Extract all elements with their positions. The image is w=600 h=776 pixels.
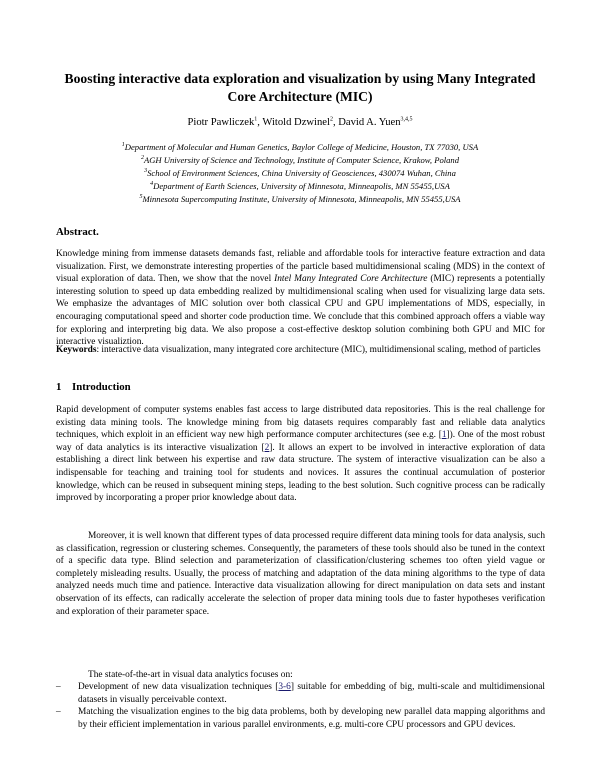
affiliation-list — [0, 141, 600, 206]
author-affiliation-mark: 2 — [329, 116, 333, 123]
affiliation-text: Department of Molecular and Human Genetics, Baylor College of Medicine, Houston, TX 77030, USA — [124, 142, 479, 152]
affiliation-text: School of Environment Sciences, China University of Geosciences, 430074 Wuhan, China — [147, 168, 456, 178]
author-name: Piotr Pawliczek — [187, 117, 255, 128]
affiliation-text: Minnesota Supercomputing Institute, University of Minnesota, Minneapolis, MN 55455,USA — [142, 194, 461, 204]
intro-text: Rapid development of computer systems enables fast access to large distributed data repositories. This is the real challenge for existing data mining tools. The knowledge mining from big datasets requires comparably fast and reliable data analytics techniques, which exploit in an efficient way new high performance computer architectures (see e.g. [ — [56, 405, 545, 441]
author-separator: , — [257, 117, 263, 128]
section-title: Introduction — [72, 381, 131, 393]
abstract-text-rest: (MIC) represents a potentially interesting solution to speed up data embedding realized by multidimensional scaling when used for visualizing large data sets. We emphasize the advantages of MIC solution over both classical CPU and GPU implementations of MDS, especially, in encouraging computational speed and shorter code production time. We conclude that this combined approach offers a viable way for exploring and interpreting big data. We also propose a cost-effective desktop solution combining both GPU and MIC for interactive visualiztion. — [56, 274, 546, 348]
affiliation-mark: 1 — [121, 142, 125, 149]
keywords-paragraph — [56, 344, 545, 357]
author-name: David A. Yuen — [338, 117, 401, 128]
author-name: Witold Dzwinel — [262, 117, 330, 128]
affiliation — [0, 154, 600, 167]
abstract-italic-term: Intel Many Integrated Core Architecture — [274, 274, 428, 285]
intro-text: ]). One of the most robust way of data analytics is its interactive visualization [ — [56, 430, 545, 453]
list-dash: – — [56, 682, 61, 692]
citation-link[interactable]: 2 — [264, 442, 270, 453]
section-heading-introduction — [56, 381, 131, 393]
affiliation — [0, 193, 600, 206]
section-number: 1 — [56, 381, 62, 393]
affiliation-mark: 4 — [150, 181, 154, 188]
affiliation — [0, 141, 600, 154]
list-item-text: ] suitable for embedding of big, multi-scale and multidimensional datasets in visually perceivable context. — [78, 682, 545, 705]
intro-paragraph-1 — [56, 404, 545, 505]
list-dash: – — [56, 707, 61, 718]
list-item-text: Matching the visualization engines to the big data problems, both by developing new parallel data mapping algorithms and by their efficient implementation in various parallel environments, e.g. multi-core CPU processors and GPU devices. — [78, 707, 545, 730]
paper-title: Boosting interactive data exploration and visualization by using Many Integrated Core Architecture (MIC) — [64, 71, 536, 104]
abstract-text: Knowledge mining from immense datasets demands fast, reliable and affordable tools for interactive feature extraction and data visualization. First, we demonstrate interesting properties of the particle based multidimensional scaling (MDS) in the context of visual exploration of data. Then, we show that the novel — [56, 249, 545, 285]
author-list — [0, 117, 600, 128]
author-affiliation-mark: 1 — [254, 116, 258, 123]
intro-paragraph-3: The state-of-the-art in visual data analytics focuses on: — [88, 670, 293, 680]
list-item — [56, 706, 545, 731]
affiliation-mark: 3 — [144, 168, 148, 175]
affiliation-text: AGH University of Science and Technology, Institute of Computer Science, Krakow, Poland — [143, 155, 460, 165]
abstract-heading: Abstract. — [56, 226, 99, 238]
intro-paragraph-2: Moreover, it is well known that different types of data processed require different data mining tools for data analysis, such as classification, regression or clustering schemes. Consequently, the parameters of these tools should also be tuned in the context of a specific data type. Blind selection and parameterization of classification/clustering schemes too often yield vague or completely misleading results. Usually, the process of matching and adaptation of the data mining algorithms to the type of data analyzed needs much time and patience. Interactive data visualization allowing for direct manipulation on data sets and instant observation of its effects, can radically accelerate the selection of proper data mining tools due to faster hypotheses verification and exploration of their parameter space. — [56, 531, 545, 617]
affiliation — [0, 167, 600, 180]
citation-link[interactable]: 1 — [441, 430, 447, 441]
keywords-text: : interactive data visualization, many integrated core architecture (MIC), multidimensional scaling, method of particles — [96, 345, 541, 355]
citation-link[interactable]: 3-6 — [278, 682, 291, 692]
affiliation-mark: 2 — [140, 155, 144, 162]
author-affiliation-mark: 3,4,5 — [400, 116, 413, 123]
author-separator: , — [332, 117, 339, 128]
keywords-label: Keywords — [56, 345, 97, 355]
affiliation-text: Department of Earth Sciences, University of Minnesota, Minneapolis, MN 55455,USA — [153, 181, 450, 191]
intro-text: ]. It allows an expert to be involved in interactive exploration of data establishing a direct link between his expertise and raw data structure. The system of interactive visualization can be also a indispensable for teaching and training tool for students and novices. It assures the continual accumulation of posterior knowledge, which can be reused in subsequent mining steps, leading to the best solution. Such cognitive process can be radically improved by incorporating a proper prior knowledge about data. — [56, 442, 545, 504]
abstract-paragraph — [56, 248, 545, 349]
affiliation — [0, 180, 600, 193]
list-item-text: Development of new data visualization techniques [ — [78, 682, 279, 692]
affiliation-mark: 5 — [139, 194, 143, 201]
state-of-art-list — [56, 681, 545, 731]
list-item — [56, 681, 545, 706]
